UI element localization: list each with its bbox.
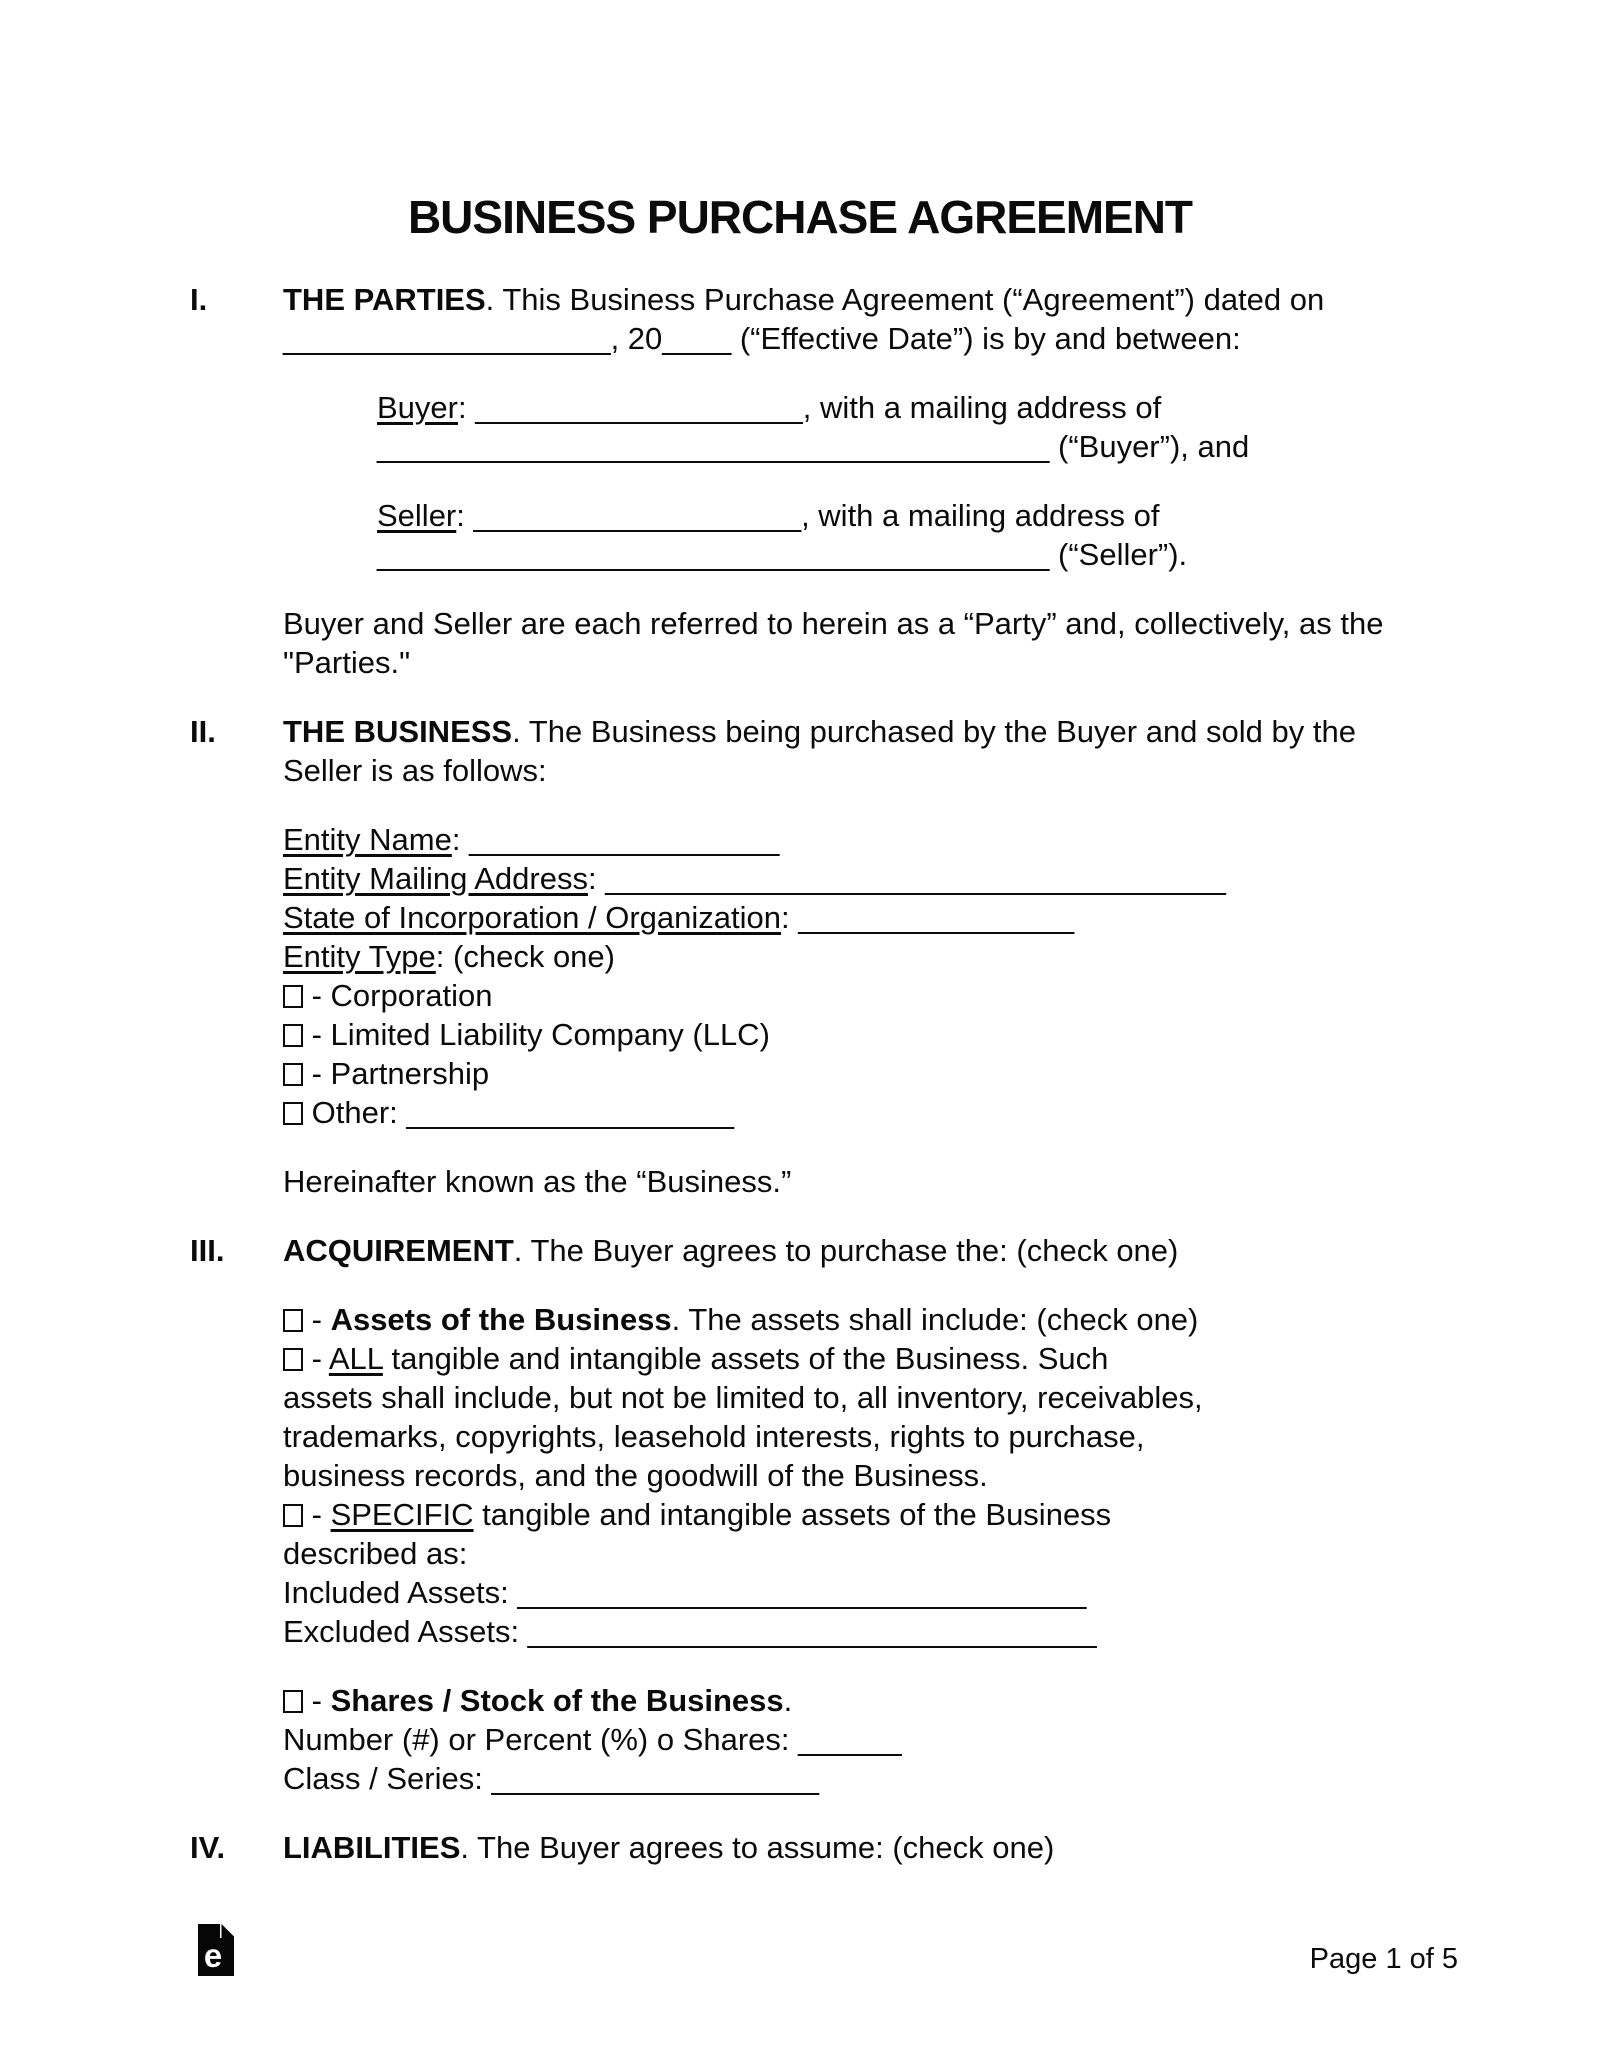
excluded-assets-line: Excluded Assets: _________________________________ — [283, 1614, 1097, 1649]
included-assets-line: Included Assets: _________________________________ — [283, 1575, 1087, 1610]
checkbox-llc-icon[interactable] — [283, 1024, 303, 1047]
entity-name-blank: : __________________ — [451, 822, 780, 857]
entity-block — [283, 820, 1490, 1132]
liabilities-intro-text: . The Buyer agrees to assume: (check one) — [460, 1830, 1055, 1865]
entity-mailing-label: Entity Mailing Address — [283, 861, 588, 896]
specific-label: SPECIFIC — [330, 1497, 474, 1532]
entity-name-line — [283, 820, 1490, 859]
seller-address-line: _______________________________________ (“Seller”). — [377, 537, 1188, 572]
all-label: ALL — [328, 1341, 383, 1376]
specific-dash: - — [303, 1497, 331, 1532]
shares-number-line: Number (#) or Percent (%) o Shares: ______ — [283, 1722, 902, 1757]
checkbox-corporation-icon[interactable] — [283, 985, 303, 1008]
entity-state-label: State of Incorporation / Organization — [283, 900, 782, 935]
shares-head-label: Shares / Stock of the Business — [330, 1683, 784, 1718]
specific-line-1: tangible and intangible assets of the Business — [473, 1497, 1112, 1532]
entity-option-partnership-label: - Partnership — [303, 1056, 490, 1091]
logo-letter: e — [203, 1937, 223, 1974]
business-intro-text: . The Business being purchased by the Buyer and sold by the — [512, 714, 1356, 749]
entity-state-line — [283, 898, 1490, 937]
assets-dash: - — [303, 1302, 331, 1337]
seller-block — [377, 496, 1490, 574]
liabilities-intro — [283, 1828, 1490, 1867]
shares-class-line: Class / Series: ___________________ — [283, 1761, 820, 1796]
checkbox-shares-icon[interactable] — [283, 1690, 303, 1713]
checkbox-assets-icon[interactable] — [283, 1309, 303, 1332]
section-number-3: III. — [190, 1233, 225, 1268]
checkbox-partnership-icon[interactable] — [283, 1063, 303, 1086]
collective-line-2: "Parties." — [283, 645, 411, 680]
entity-type-label: Entity Type — [283, 939, 436, 974]
parties-intro — [283, 280, 1490, 358]
entity-option-partnership — [283, 1054, 1490, 1093]
seller-label: Seller — [377, 498, 457, 533]
section-parties — [190, 280, 1490, 682]
seller-name-line: : ___________________, with a mailing address of — [456, 498, 1160, 533]
parties-intro-text: . This Business Purchase Agreement (“Agreement”) dated on — [485, 282, 1325, 317]
checkbox-all-assets-icon[interactable] — [283, 1348, 303, 1371]
acquirement-intro-text: . The Buyer agrees to purchase the: (check one) — [513, 1233, 1179, 1268]
specific-line-2: described as: — [283, 1536, 468, 1571]
buyer-name-line: : ___________________, with a mailing address of — [457, 390, 1162, 425]
acquirement-heading: ACQUIREMENT — [283, 1233, 514, 1268]
business-intro — [283, 712, 1490, 790]
entity-option-other-label: Other: ___________________ — [303, 1095, 734, 1130]
entity-option-llc — [283, 1015, 1490, 1054]
checkbox-other-icon[interactable] — [283, 1102, 303, 1125]
section-number-1: I. — [190, 282, 208, 317]
section-liabilities — [190, 1828, 1490, 1867]
buyer-block — [377, 388, 1490, 466]
section-business — [190, 712, 1490, 1201]
entity-state-blank: : ________________ — [781, 900, 1075, 935]
shares-option-block — [283, 1681, 1490, 1798]
assets-head-label: Assets of the Business — [330, 1302, 672, 1337]
buyer-label: Buyer — [377, 390, 458, 425]
entity-option-other — [283, 1093, 1490, 1132]
buyer-address-line: _______________________________________ (“Buyer”), and — [377, 429, 1250, 464]
shares-head-rest: . — [783, 1683, 793, 1718]
liabilities-heading: LIABILITIES — [283, 1830, 461, 1865]
business-heading: THE BUSINESS — [283, 714, 513, 749]
section-acquirement — [190, 1231, 1490, 1798]
all-line-1: tangible and intangible assets of the Business. Such — [382, 1341, 1109, 1376]
business-intro-line-2: Seller is as follows: — [283, 753, 547, 788]
entity-type-instruction: : (check one) — [435, 939, 615, 974]
document-body — [190, 280, 1490, 1867]
assets-option-block — [283, 1300, 1490, 1651]
section-number-2: II. — [190, 714, 216, 749]
shares-dash: - — [303, 1683, 331, 1718]
entity-mailing-blank: : ____________________________________ — [587, 861, 1226, 896]
parties-date-line: ___________________, 20____ (“Effective Date”) is by and between: — [283, 321, 1241, 356]
entity-option-llc-label: - Limited Liability Company (LLC) — [303, 1017, 770, 1052]
page-number-label: Page 1 of 5 — [1309, 1943, 1458, 1975]
all-line-3: trademarks, copyrights, leasehold interests, rights to purchase, — [283, 1419, 1145, 1454]
checkbox-specific-assets-icon[interactable] — [283, 1504, 303, 1527]
entity-name-label: Entity Name — [283, 822, 452, 857]
assets-head-rest: . The assets shall include: (check one) — [671, 1302, 1199, 1337]
assets-all-paragraph — [283, 1339, 1490, 1495]
parties-collective — [283, 604, 1490, 682]
eforms-logo-icon — [198, 1924, 234, 1976]
shares-head-line — [283, 1681, 1490, 1720]
all-line-2: assets shall include, but not be limited to, all inventory, receivables, — [283, 1380, 1203, 1415]
assets-specific-paragraph — [283, 1495, 1490, 1573]
entity-mailing-line — [283, 859, 1490, 898]
hereinafter-line: Hereinafter known as the “Business.” — [283, 1164, 792, 1199]
assets-head-line — [283, 1300, 1490, 1339]
collective-line-1: Buyer and Seller are each referred to herein as a “Party” and, collectively, as the — [283, 606, 1384, 641]
acquirement-intro — [283, 1231, 1490, 1270]
parties-heading: THE PARTIES — [283, 282, 486, 317]
entity-type-line — [283, 937, 1490, 976]
page-title: BUSINESS PURCHASE AGREEMENT — [407, 191, 1193, 243]
entity-option-corporation — [283, 976, 1490, 1015]
all-line-4: business records, and the goodwill of the Business. — [283, 1458, 988, 1493]
section-number-4: IV. — [190, 1830, 226, 1865]
all-dash: - — [303, 1341, 329, 1376]
entity-option-corporation-label: - Corporation — [303, 978, 493, 1013]
